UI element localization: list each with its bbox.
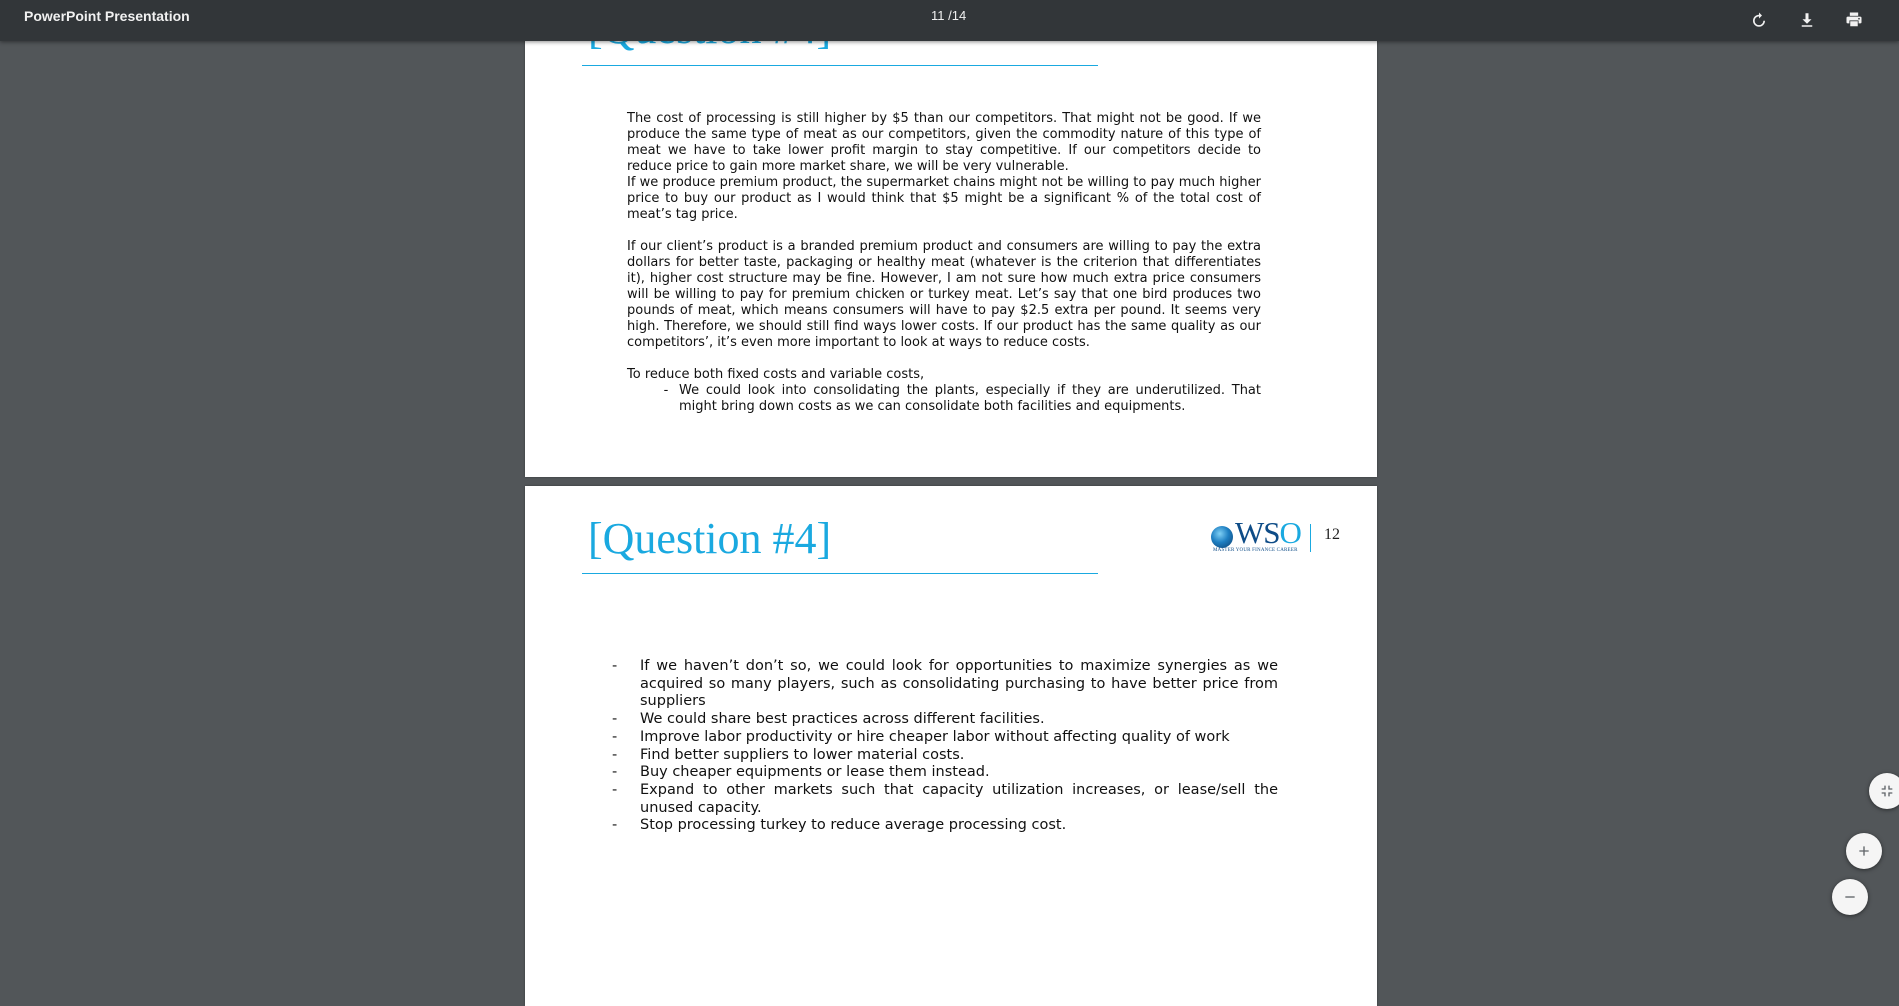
wso-logo	[1211, 515, 1303, 555]
slide-page-number: 12	[1324, 526, 1340, 543]
list-item	[612, 817, 1278, 835]
logo-tagline: MASTER YOUR FINANCE CAREER	[1213, 548, 1298, 553]
bullet-marker: -	[612, 817, 618, 834]
logo-wordmark: WSO	[1235, 515, 1301, 550]
pdf-toolbar	[0, 0, 1899, 41]
fit-to-page-button[interactable]	[1869, 773, 1899, 809]
bullet-text: Find better suppliers to lower material costs.	[640, 746, 965, 763]
print-button[interactable]	[1838, 4, 1870, 36]
bullet-text: Buy cheaper equipments or lease them instead.	[640, 764, 990, 781]
zoom-in-icon	[1856, 843, 1872, 859]
paragraph: The cost of processing is still higher by $5 than our competitors. That might not be good. If we produce the same type of meat as our competitors, given the commodity nature of this type of meat we have to take lower profit margin to stay competitive. If our competitors decide to reduce price to gain more market share, we will be very vulnerable.	[627, 111, 1261, 174]
print-icon	[1844, 10, 1864, 30]
zoom-out-button[interactable]	[1832, 879, 1868, 915]
pdf-page-11	[525, 0, 1377, 477]
zoom-out-icon	[1842, 889, 1858, 905]
logo-divider	[1310, 524, 1311, 552]
bullet-text: Stop processing turkey to reduce average processing cost.	[640, 817, 1067, 834]
title-underline	[582, 573, 1098, 574]
download-icon	[1798, 11, 1816, 29]
paragraph: If we produce premium product, the supermarket chains might not be willing to pay much higher price to buy our product as I would think that $5 might be a significant % of the total cost of meat’s tag price.	[627, 175, 1261, 222]
bullet-marker: -	[612, 746, 618, 763]
globe-icon	[1211, 526, 1233, 548]
list-item	[612, 711, 1278, 729]
bullet-marker: -	[612, 728, 618, 745]
rotate-button[interactable]	[1743, 4, 1775, 36]
bullet-text: Improve labor productivity or hire cheaper labor without affecting quality of work	[640, 728, 1230, 745]
list-item	[612, 729, 1278, 747]
bullet-text: We could share best practices across different facilities.	[640, 711, 1045, 728]
paragraph: If our client’s product is a branded premium product and consumers are willing to pay the extra dollars for better taste, packaging or healthy meat (whatever is the criterion that differentiates it), higher cost structure may be fine. However, I am not sure how much extra price consumers will be willing to pay for premium chicken or turkey meat. Let’s say that one bird produces two pounds of meat, which means consumers will have to pay $2.5 extra per pound. It seems very high. Therefore, we should still find ways lower costs. If our product has the same quality as our competitors’, it’s even more important to look at ways to reduce costs.	[627, 239, 1261, 350]
list-item	[653, 383, 1261, 415]
bullet-text: If we haven’t don’t so, we could look for opportunities to maximize synergies as we acquired so many players, such as consolidating purchasing to have better price from suppliers	[640, 658, 1278, 710]
bullet-marker: -	[612, 781, 618, 798]
bullet-marker: -	[663, 383, 669, 398]
bullet-text: We could look into consolidating the plants, especially if they are underutilized. That might bring down costs as we can consolidate both facilities and equipments.	[679, 383, 1261, 414]
paragraph: To reduce both fixed costs and variable costs,	[627, 367, 925, 382]
list-item	[612, 658, 1278, 711]
list-item	[612, 782, 1278, 817]
bullet-list	[612, 658, 1278, 835]
page-indicator[interactable]: 11 /14	[931, 8, 967, 23]
bullet-marker: -	[612, 658, 618, 674]
bullet-list	[627, 383, 1261, 415]
bullet-text: Expand to other markets such that capacity utilization increases, or lease/sell the unused capacity.	[640, 781, 1278, 816]
bullet-marker: -	[612, 764, 618, 781]
document-title: PowerPoint Presentation	[24, 8, 190, 24]
bullet-marker: -	[612, 711, 618, 728]
pdf-page-12	[525, 486, 1377, 1006]
slide-body	[627, 111, 1261, 415]
slide-title: [Question #4]	[588, 514, 832, 563]
fit-to-page-icon	[1879, 783, 1895, 799]
zoom-in-button[interactable]	[1846, 833, 1882, 869]
download-button[interactable]	[1791, 4, 1823, 36]
list-item	[612, 764, 1278, 782]
title-underline	[582, 65, 1098, 66]
list-item	[612, 747, 1278, 765]
rotate-icon	[1750, 11, 1768, 29]
